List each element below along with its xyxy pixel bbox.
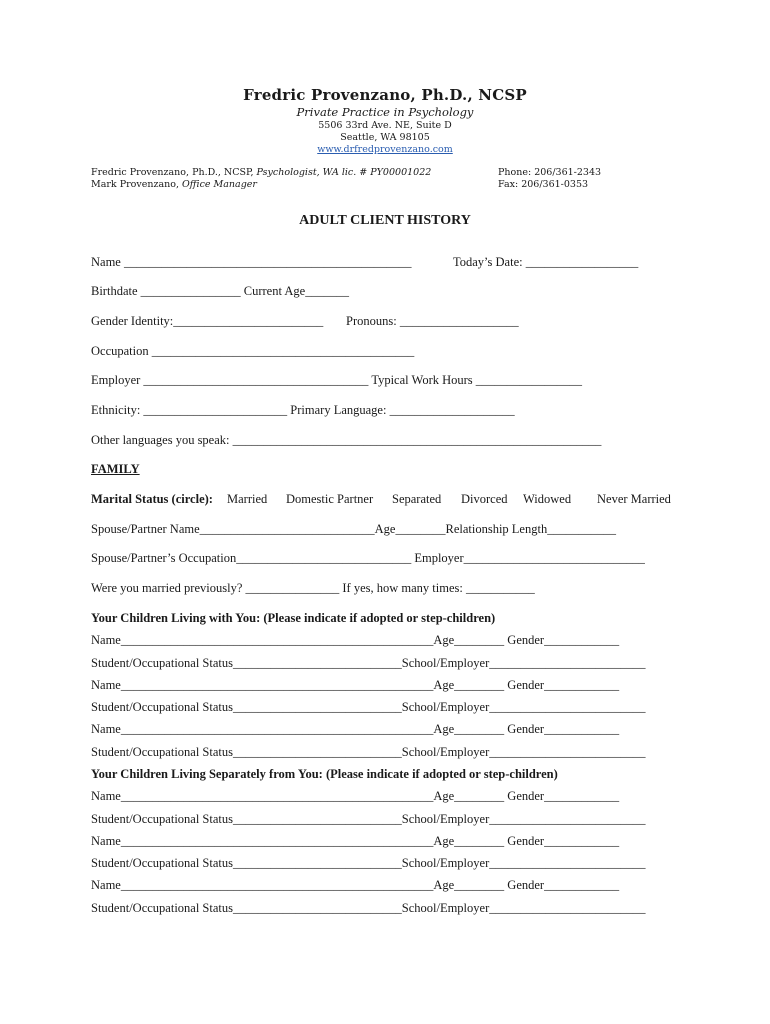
spouse-name-field[interactable]: Spouse/Partner Name____________________________Age________Relationship Length___________ <box>91 522 616 536</box>
address-line-1: 5506 33rd Ave. NE, Suite D <box>318 120 452 131</box>
name-field[interactable]: Name ______________________________________________ <box>91 255 412 269</box>
occupation-field[interactable]: Occupation __________________________________________ <box>91 344 415 358</box>
other-languages-field[interactable]: Other languages you speak: ___________________________________________________________ <box>91 433 602 447</box>
marital-option-never-married[interactable]: Never Married <box>597 492 671 506</box>
staff-row-psychologist <box>91 167 431 179</box>
contact-info <box>498 167 601 191</box>
child-status-field[interactable]: Student/Occupational Status___________________________School/Employer_________________________ <box>91 901 646 915</box>
child-status-field[interactable]: Student/Occupational Status___________________________School/Employer_________________________ <box>91 812 646 826</box>
children-with-you-heading: Your Children Living with You: (Please indicate if adopted or step-children) <box>91 611 496 625</box>
marital-option-domestic-partner[interactable]: Domestic Partner <box>286 492 374 506</box>
child-status-field[interactable]: Student/Occupational Status___________________________School/Employer_________________________ <box>91 856 646 870</box>
married-previously-field[interactable]: Were you married previously? _______________ If yes, how many times: ___________ <box>91 581 535 595</box>
child-name-field[interactable]: Name__________________________________________________Age________ Gender____________ <box>91 722 620 736</box>
website-link[interactable]: www.drfredprovenzano.com <box>317 144 453 155</box>
staff-role: Psychologist, WA lic. # PY00001022 <box>256 167 432 178</box>
child-status-field[interactable]: Student/Occupational Status___________________________School/Employer_________________________ <box>91 656 646 670</box>
form-title: ADULT CLIENT HISTORY <box>299 213 471 228</box>
address-line-2: Seattle, WA 98105 <box>340 132 430 143</box>
child-status-field[interactable]: Student/Occupational Status___________________________School/Employer_________________________ <box>91 700 646 714</box>
marital-status-label: Marital Status (circle): <box>91 492 213 506</box>
child-name-field[interactable]: Name__________________________________________________Age________ Gender____________ <box>91 789 620 803</box>
child-name-field[interactable]: Name__________________________________________________Age________ Gender____________ <box>91 633 620 647</box>
fax-number: Fax: 206/361-0353 <box>498 179 589 190</box>
marital-option-widowed[interactable]: Widowed <box>523 492 572 506</box>
practitioner-name: Fredric Provenzano, Ph.D., NCSP <box>243 86 527 104</box>
gender-identity-field[interactable]: Gender Identity:________________________ <box>91 314 324 328</box>
marital-option-divorced[interactable]: Divorced <box>461 492 508 506</box>
birthdate-age-field[interactable]: Birthdate ________________ Current Age_______ <box>91 284 349 298</box>
pronouns-field[interactable]: Pronouns: ___________________ <box>346 314 519 328</box>
staff-role: Office Manager <box>182 179 257 190</box>
child-status-field[interactable]: Student/Occupational Status___________________________School/Employer_________________________ <box>91 745 646 759</box>
marital-option-married[interactable]: Married <box>227 492 268 506</box>
marital-option-separated[interactable]: Separated <box>392 492 442 506</box>
staff-name: Fredric Provenzano, Ph.D., NCSP, <box>91 167 257 178</box>
todays-date-field[interactable]: Today’s Date: __________________ <box>453 255 639 269</box>
ethnicity-language-field[interactable]: Ethnicity: _______________________ Primary Language: ____________________ <box>91 403 515 417</box>
staff-list <box>91 167 431 191</box>
employer-field[interactable]: Employer ____________________________________ Typical Work Hours _________________ <box>91 373 583 387</box>
phone-number: Phone: 206/361-2343 <box>498 167 602 178</box>
child-name-field[interactable]: Name__________________________________________________Age________ Gender____________ <box>91 678 620 692</box>
staff-row-manager <box>91 179 431 191</box>
child-name-field[interactable]: Name__________________________________________________Age________ Gender____________ <box>91 834 620 848</box>
spouse-occupation-field[interactable]: Spouse/Partner’s Occupation____________________________ Employer_____________________________ <box>91 551 645 565</box>
child-name-field[interactable]: Name__________________________________________________Age________ Gender____________ <box>91 878 620 892</box>
children-separate-heading: Your Children Living Separately from You: (Please indicate if adopted or step-children) <box>91 767 558 781</box>
practice-subtitle: Private Practice in Psychology <box>296 105 474 119</box>
family-heading: FAMILY <box>91 462 140 476</box>
staff-name: Mark Provenzano, <box>91 179 183 190</box>
